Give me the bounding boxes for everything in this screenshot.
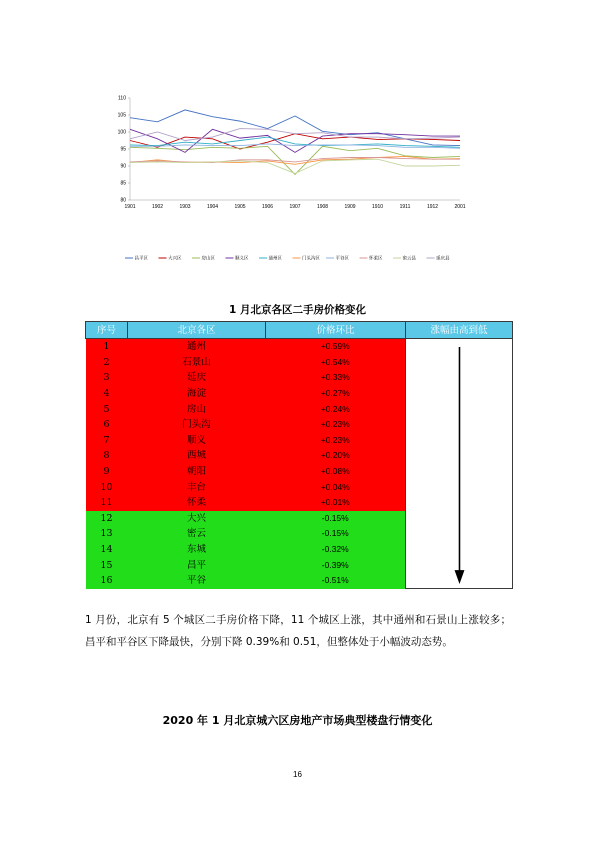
row-seq: 13 <box>86 526 128 542</box>
series-line-4 <box>130 129 460 152</box>
row-change: +0.33% <box>266 370 406 386</box>
row-seq: 9 <box>86 464 128 480</box>
row-district: 大兴 <box>128 511 266 527</box>
row-change: +0.08% <box>266 464 406 480</box>
legend-label: 昌平区 <box>134 256 148 262</box>
x-tick-label: 1909 <box>344 204 356 210</box>
row-change: +0.59% <box>266 339 406 355</box>
row-seq: 3 <box>86 370 128 386</box>
y-tick-label: 110 <box>118 95 126 102</box>
x-tick-label: 1905 <box>234 204 246 210</box>
header-seq: 序号 <box>86 322 128 339</box>
header-change: 价格环比 <box>266 322 406 339</box>
legend-label: 延庆县 <box>436 256 450 262</box>
legend-label: 门头沟区 <box>302 256 320 262</box>
row-seq: 14 <box>86 542 128 558</box>
row-district: 海淀 <box>128 386 266 402</box>
legend-label: 密云县 <box>402 256 416 262</box>
y-axis <box>118 96 130 204</box>
table-row <box>86 339 513 355</box>
row-seq: 10 <box>86 479 128 495</box>
series-line-8 <box>130 158 460 163</box>
row-change: -0.15% <box>266 511 406 527</box>
row-district: 昌平 <box>128 557 266 573</box>
series-line-3 <box>130 146 460 174</box>
price-index-line-chart <box>110 88 480 268</box>
legend-label: 顺义区 <box>235 256 249 262</box>
y-tick-label: 80 <box>120 197 126 204</box>
row-district: 东城 <box>128 542 266 558</box>
row-change: -0.32% <box>266 542 406 558</box>
district-price-change-table <box>85 321 513 589</box>
row-seq: 4 <box>86 386 128 402</box>
chart-legend <box>125 255 450 262</box>
legend-label: 大兴区 <box>168 256 182 262</box>
row-seq: 7 <box>86 433 128 449</box>
x-axis <box>124 200 465 210</box>
legend-label: 房山区 <box>201 256 215 262</box>
row-district: 丰台 <box>128 479 266 495</box>
row-change: +0.04% <box>266 479 406 495</box>
series-line-2 <box>130 134 460 149</box>
x-tick-label: 1904 <box>206 204 219 210</box>
row-seq: 1 <box>86 339 128 355</box>
x-tick-label: 1903 <box>179 204 191 210</box>
legend-label: 通州区 <box>268 256 282 262</box>
row-change: -0.51% <box>266 573 406 589</box>
row-change: +0.54% <box>266 355 406 371</box>
row-district: 顺义 <box>128 433 266 449</box>
row-change: +0.27% <box>266 386 406 402</box>
row-change: +0.23% <box>266 417 406 433</box>
row-change: +0.24% <box>266 401 406 417</box>
header-district: 北京各区 <box>128 322 266 339</box>
y-tick-label: 90 <box>120 163 126 170</box>
y-tick-label: 85 <box>120 180 126 187</box>
header-trend: 涨幅由高到低 <box>406 322 513 339</box>
row-seq: 15 <box>86 557 128 573</box>
series-lines <box>130 110 460 175</box>
x-tick-label: 1908 <box>316 204 329 210</box>
row-district: 西城 <box>128 448 266 464</box>
summary-paragraph: 1 月份，北京有 5 个城区二手房价格下降，11 个城区上涨，其中通州和石景山上涨较多；昌平和平谷区下降最快，分别下降 0.39%和 0.51，但整体处于小幅波动态势。 <box>85 614 511 648</box>
x-tick-label: 1906 <box>261 204 274 210</box>
row-district: 延庆 <box>128 370 266 386</box>
page-number: 16 <box>293 770 302 779</box>
row-change: -0.15% <box>266 526 406 542</box>
table-header-row <box>86 322 513 339</box>
row-district: 房山 <box>128 401 266 417</box>
row-seq: 12 <box>86 511 128 527</box>
row-district: 通州 <box>128 339 266 355</box>
row-change: +0.20% <box>266 448 406 464</box>
x-tick-label: 2001 <box>454 204 466 210</box>
row-district: 门头沟 <box>128 417 266 433</box>
x-tick-label: 1907 <box>289 204 301 210</box>
row-district: 密云 <box>128 526 266 542</box>
y-tick-label: 95 <box>120 146 126 153</box>
row-district: 平谷 <box>128 573 266 589</box>
y-tick-label: 105 <box>117 112 126 119</box>
row-change: -0.39% <box>266 557 406 573</box>
series-line-1 <box>130 110 460 146</box>
row-change: +0.01% <box>266 495 406 511</box>
row-change: +0.23% <box>266 433 406 449</box>
row-district: 石景山 <box>128 355 266 371</box>
y-tick-label: 100 <box>117 129 126 136</box>
x-tick-label: 1910 <box>371 204 384 210</box>
x-tick-label: 1911 <box>399 204 411 210</box>
row-seq: 5 <box>86 401 128 417</box>
x-tick-label: 1902 <box>151 204 164 210</box>
legend-label: 平谷区 <box>335 256 349 262</box>
row-seq: 16 <box>86 573 128 589</box>
row-district: 怀柔 <box>128 495 266 511</box>
row-seq: 11 <box>86 495 128 511</box>
row-seq: 8 <box>86 448 128 464</box>
table-title: 1 月北京各区二手房价格变化 <box>229 304 366 316</box>
table-body <box>86 339 513 589</box>
series-line-6 <box>130 156 460 164</box>
section-title: 2020 年 1 月北京城六区房地产市场典型楼盘行情变化 <box>162 714 433 727</box>
legend-label: 怀柔区 <box>369 256 383 262</box>
row-seq: 2 <box>86 355 128 371</box>
row-district: 朝阳 <box>128 464 266 480</box>
row-seq: 6 <box>86 417 128 433</box>
down-arrow-icon <box>406 339 512 588</box>
x-tick-label: 1912 <box>426 204 439 210</box>
x-tick-label: 1901 <box>124 204 136 210</box>
trend-arrow-cell <box>406 339 513 589</box>
